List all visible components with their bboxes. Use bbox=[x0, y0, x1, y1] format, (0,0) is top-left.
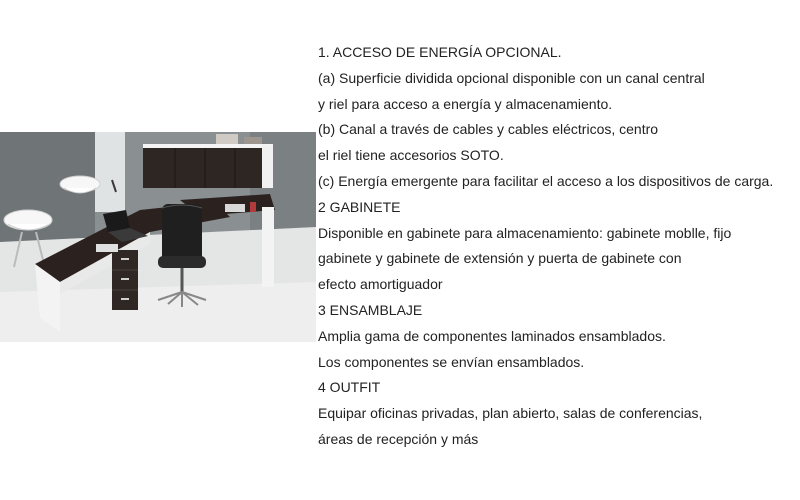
heading-energy-access: 1. ACCESO DE ENERGÍA OPCIONAL. bbox=[318, 44, 562, 60]
text-line: y riel para acceso a energía y almacenamiento. bbox=[318, 95, 613, 112]
window-light bbox=[95, 132, 125, 212]
text-line: áreas de recepción y más bbox=[318, 430, 479, 447]
desk-return-leg bbox=[262, 207, 274, 287]
office-desk-illustration bbox=[0, 132, 316, 342]
desk-accessory bbox=[250, 202, 256, 212]
office-desk-photo bbox=[0, 132, 316, 342]
text-line: Amplia gama de componentes laminados ensamblados. bbox=[318, 327, 666, 344]
text-line: Los componentes se envían ensamblados. bbox=[318, 353, 585, 370]
heading-cabinet: 2 GABINETE bbox=[318, 198, 401, 215]
text-line: (c) Energía emergente para facilitar el acceso a los dispositivos de carga. bbox=[318, 172, 774, 189]
text-line: gabinete y gabinete de extensión y puerta de gabinete con bbox=[318, 250, 682, 267]
cabinet-top bbox=[143, 144, 273, 148]
office-chair-back bbox=[162, 204, 202, 262]
text-line: efecto amortiguador bbox=[318, 276, 443, 293]
cabinet-side bbox=[262, 146, 273, 188]
text-line: Equipar oficinas privadas, plan abierto, salas de conferencias, bbox=[318, 405, 703, 422]
heading-outfit: 4 OUTFIT bbox=[318, 379, 381, 396]
product-description bbox=[318, 40, 798, 453]
office-chair-seat bbox=[158, 256, 206, 268]
text-line: el riel tiene accesorios SOTO. bbox=[318, 147, 504, 164]
book-stack bbox=[216, 134, 238, 144]
text-line: Disponible en gabinete para almacenamiento: gabinete moblle, fijo bbox=[318, 224, 732, 241]
document-tray bbox=[225, 204, 245, 212]
desk-phone bbox=[96, 244, 118, 252]
back-storage-cabinet bbox=[143, 146, 273, 188]
book-stack bbox=[244, 137, 262, 144]
text-line: (a) Superficie dividida opcional disponible con un canal central bbox=[318, 69, 705, 86]
text-line: (b) Canal a través de cables y cables eléctricos, centro bbox=[318, 121, 659, 138]
heading-assembly: 3 ENSAMBLAJE bbox=[318, 301, 423, 318]
